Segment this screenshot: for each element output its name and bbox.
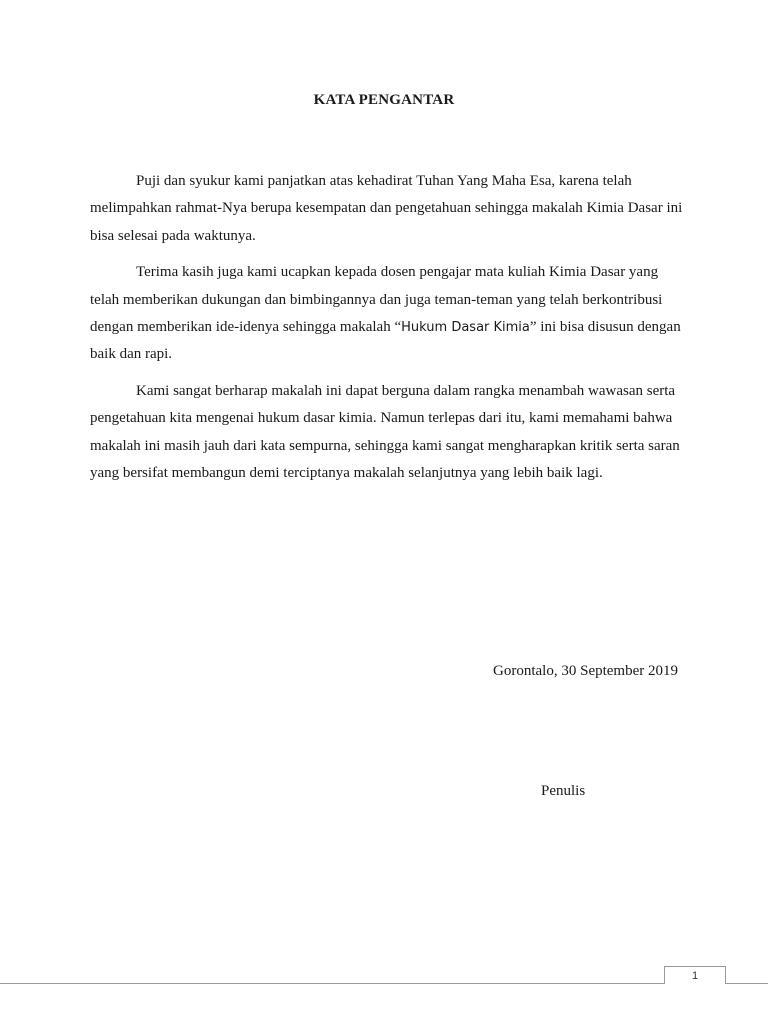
footer-divider bbox=[0, 983, 768, 984]
page-title: KATA PENGANTAR bbox=[313, 92, 455, 108]
paragraph-1: Puji dan syukur kami panjatkan atas kehadirat Tuhan Yang Maha Esa, karena telah melimpahkan rahmat-Nya berupa kesempatan dan pengetahuan sehingga makalah Kimia Dasar ini bisa selesai pada waktunya. bbox=[90, 173, 683, 244]
author-signature: Penulis bbox=[541, 783, 586, 799]
document-body bbox=[90, 168, 690, 497]
paragraph-2-text-before: Terima kasih juga kami ucapkan kepada dosen pengajar mata kuliah Kimia Dasar yang telah memberikan dukungan dan bimbingannya dan juga teman-teman yang telah berkontribusi dengan memberikan ide-idenya sehingga makalah “ bbox=[90, 264, 663, 335]
paragraph-2-text-after: ” ini bisa disusun dengan baik dan rapi. bbox=[90, 318, 681, 363]
place-and-date: Gorontalo, 30 September 2019 bbox=[493, 663, 678, 679]
paragraph-2 bbox=[90, 259, 690, 368]
paper-title-reference: Hukum Dasar Kimia bbox=[401, 319, 530, 335]
page-number: 1 bbox=[664, 966, 726, 984]
paragraph-3: Kami sangat berharap makalah ini dapat berguna dalam rangka menambah wawasan serta pengetahuan kita mengenai hukum dasar kimia. Namun terlepas dari itu, kami memahami bahwa makalah ini masih jauh dari kata sempurna, sehingga kami sangat mengharapkan kritik serta saran yang bersifat membangun demi terciptanya makalah selanjutnya yang lebih baik lagi. bbox=[90, 383, 680, 481]
